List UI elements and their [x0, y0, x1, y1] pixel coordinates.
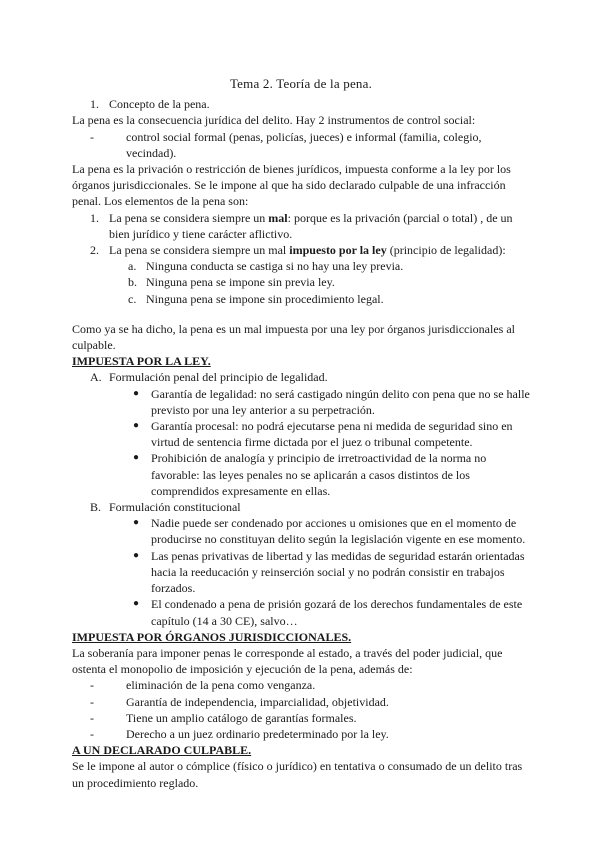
bullet-icon: ● [133, 452, 140, 464]
list-text: Formulación penal del principio de legalidad. [109, 370, 328, 385]
bullet-text: Las penas privativas de libertad y las medidas de seguridad estarán orientadas hacia la reeducación y reinserción social y no podrán consistir en trabajos forzados. [151, 548, 525, 596]
list-text: La pena se considera siempre un mal: porque es la privación (parcial o total) , de un bien jurídico y tiene carácter aflictivo. [109, 210, 513, 241]
list-number: 1. [90, 97, 99, 112]
bullet-icon: ● [133, 420, 140, 432]
bullet-item [72, 596, 530, 628]
document-title: Tema 2. Teoría de la pena. [229, 76, 373, 91]
list-text: Concepto de la pena. [109, 97, 210, 112]
dash-text: Derecho a un juez ordinario predeterminado por la ley. [126, 726, 389, 741]
sublist-item [72, 291, 530, 307]
dash-text: control social formal (penas, policías, jueces) e informal (familia, colegio, vecindad). [126, 129, 482, 160]
list-text: La pena se considera siempre un mal impuesto por la ley (principio de legalidad): [109, 243, 506, 258]
list-letter: A. [90, 370, 102, 385]
list-item-a [72, 369, 530, 385]
dash-item [72, 710, 530, 726]
dash-item [72, 677, 530, 693]
bullet-item [72, 450, 530, 499]
list-item-mal [72, 210, 530, 242]
paragraph: Se le impone al autor o cómplice (físico o jurídico) en tentativa o consumado de un delito tras un procedimiento reglado. [72, 759, 523, 790]
bullet-text: Garantía procesal: no podrá ejecutarse pena ni medida de seguridad sino en virtud de sentencia firme dictada por el juez o tribunal competente. [151, 419, 513, 450]
dash-marker: - [90, 678, 94, 693]
paragraph: La pena es la privación o restricción de bienes jurídicos, impuesta conforme a la ley por los órganos jurisdiccionales. Se le impone al que ha sido declarado culpable de una infracción penal. Los elementos de la pena son: [72, 162, 511, 209]
spacer [72, 307, 530, 321]
section-heading-organos: IMPUESTA POR ÓRGANOS JURISDICCIONALES. [72, 629, 352, 644]
bullet-text: Garantía de legalidad: no será castigado ningún delito con pena que no se halle previsto por una ley anterior a su perpetración. [151, 386, 530, 417]
bullet-item [72, 515, 530, 547]
bullet-item [72, 548, 530, 597]
dash-marker: - [90, 694, 94, 709]
bold-term: mal [268, 210, 288, 225]
paragraph: La soberanía para imponer penas le corresponde al estado, a través del poder judicial, que ostenta el monopolio de imposición y ejecución de la pena, además de: [72, 645, 503, 677]
bullet-text: Prohibición de analogía y principio de irretroactividad de la norma no favorable: las leyes penales no se aplicarán a casos distintos de los comprendidos expresamente en ellas. [151, 451, 487, 498]
dash-marker: - [90, 129, 94, 144]
dash-text: eliminación de la pena como venganza. [126, 678, 316, 693]
bullet-icon: ● [133, 517, 140, 529]
dash-text: Tiene un amplio catálogo de garantías formales. [126, 710, 357, 725]
bullet-icon: ● [133, 549, 140, 561]
bullet-icon: ● [133, 387, 140, 399]
section-heading-culpable: A UN DECLARADO CULPABLE. [72, 743, 252, 758]
list-item-b [72, 499, 530, 515]
bullet-text: El condenado a pena de prisión gozará de los derechos fundamentales de este capítulo (14 a 30 CE), salvo… [151, 597, 523, 628]
list-letter: b. [128, 275, 137, 290]
dash-item [72, 726, 530, 742]
bullet-item [72, 386, 530, 418]
sublist-item [72, 274, 530, 290]
section-heading-ley: IMPUESTA POR LA LEY. [72, 354, 211, 369]
list-text: Ninguna pena se impone sin procedimiento legal. [146, 291, 384, 306]
list-text: Formulación constitucional [109, 500, 241, 515]
list-text: Ninguna pena se impone sin previa ley. [146, 275, 335, 290]
bullet-item [72, 418, 530, 450]
dash-item [72, 129, 530, 161]
list-letter: c. [128, 291, 137, 306]
dash-marker: - [90, 726, 94, 741]
list-number: 2. [90, 243, 99, 258]
list-number: 1. [90, 210, 99, 225]
sublist-item [72, 258, 530, 274]
bullet-icon: ● [133, 598, 140, 610]
dash-marker: - [90, 710, 94, 725]
bullet-text: Nadie puede ser condenado por acciones u omisiones que en el momento de producirse no constituyan delito según la legislación vigente en ese momento. [151, 516, 526, 547]
paragraph: Como ya se ha dicho, la pena es un mal impuesta por una ley por órganos jurisdiccionales al culpable. [72, 321, 515, 353]
list-text: Ninguna conducta se castiga si no hay una ley previa. [146, 259, 404, 274]
list-letter: B. [90, 500, 102, 515]
list-item-concepto [72, 96, 530, 112]
dash-item [72, 694, 530, 710]
bold-term: impuesto por la ley [289, 243, 387, 258]
list-item-impuesto [72, 242, 530, 258]
list-letter: a. [128, 259, 137, 274]
dash-text: Garantía de independencia, imparcialidad, objetividad. [126, 694, 389, 709]
paragraph: La pena es la consecuencia jurídica del delito. Hay 2 instrumentos de control social: [72, 113, 476, 128]
